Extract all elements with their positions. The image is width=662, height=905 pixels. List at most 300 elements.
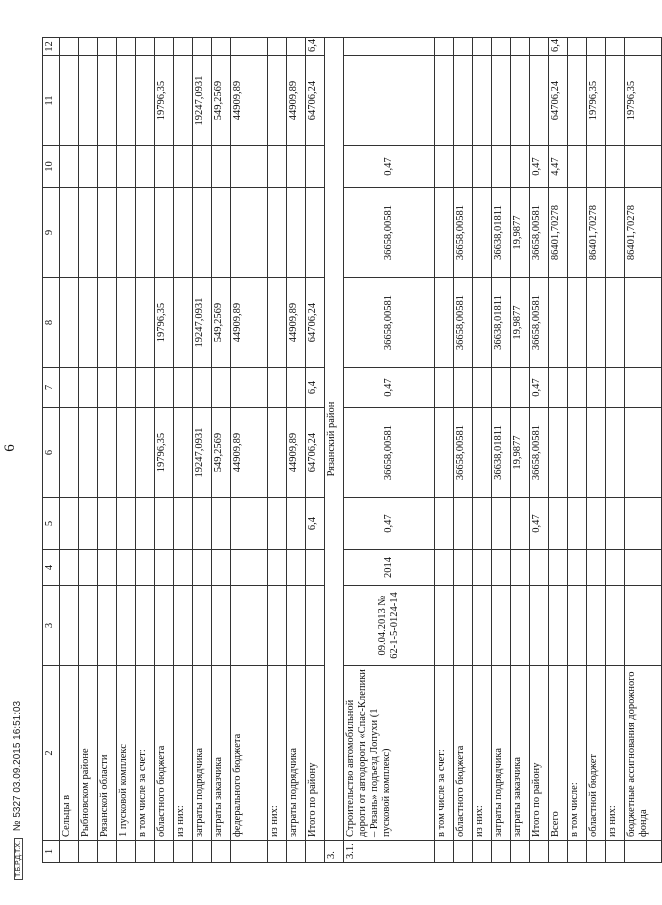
table-cell-col3 xyxy=(79,586,98,666)
table-cell-col5 xyxy=(155,498,174,550)
table-cell-col4 xyxy=(155,550,174,586)
table-cell-col7 xyxy=(435,368,454,408)
table-row xyxy=(155,38,174,863)
table-cell-col1 xyxy=(492,841,511,863)
table-cell-col6 xyxy=(549,408,568,498)
table-cell-col12 xyxy=(568,38,587,56)
table-cell-col7 xyxy=(98,368,117,408)
table-cell-col10 xyxy=(625,146,662,188)
table-cell-col4 xyxy=(306,550,325,586)
table-row xyxy=(435,38,454,863)
table-cell-col6: 44909,89 xyxy=(287,408,306,498)
table-cell-col4 xyxy=(587,550,606,586)
table-cell-col11 xyxy=(268,56,287,146)
table-cell-col12 xyxy=(212,38,231,56)
column-number-cell: 1 xyxy=(43,841,60,863)
table-cell-col11 xyxy=(344,56,435,146)
table-cell-col2: из них: xyxy=(606,666,625,841)
table-cell-col9 xyxy=(287,188,306,278)
table-cell-col10 xyxy=(268,146,287,188)
table-cell-col5 xyxy=(174,498,193,550)
table-cell-col2: 1 пусковой комплекс xyxy=(117,666,136,841)
table-cell-col5 xyxy=(568,498,587,550)
table-row xyxy=(306,38,325,863)
table-cell-col9: 86401,70278 xyxy=(587,188,606,278)
table-cell-col8 xyxy=(79,278,98,368)
table-cell-col1 xyxy=(625,841,662,863)
table-cell-col6 xyxy=(79,408,98,498)
table-cell-col11: 44909,89 xyxy=(231,56,268,146)
table-cell-col2: затраты подрядчика xyxy=(193,666,212,841)
table-cell-col6: 36638,01811 xyxy=(492,408,511,498)
table-cell-col3 xyxy=(212,586,231,666)
table-cell-col12 xyxy=(268,38,287,56)
table-cell-col10 xyxy=(193,146,212,188)
table-cell-col8: 36638,01811 xyxy=(492,278,511,368)
table-cell-col3 xyxy=(435,586,454,666)
table-cell-col9 xyxy=(60,188,79,278)
table-cell-col3 xyxy=(568,586,587,666)
table-cell-col2: из них: xyxy=(174,666,193,841)
column-number-row xyxy=(43,38,60,863)
table-row xyxy=(473,38,492,863)
table-row xyxy=(568,38,587,863)
table-cell-col12 xyxy=(435,38,454,56)
table-cell-col5 xyxy=(193,498,212,550)
table-cell-col1 xyxy=(473,841,492,863)
table-cell-col10 xyxy=(212,146,231,188)
table-cell-col3 xyxy=(606,586,625,666)
table-cell-col4 xyxy=(193,550,212,586)
table-cell-col8 xyxy=(98,278,117,368)
table-cell-col2: Рыбновском районе xyxy=(79,666,98,841)
table-cell-col5 xyxy=(511,498,530,550)
table-cell-col7 xyxy=(511,368,530,408)
table-cell-col3 xyxy=(193,586,212,666)
table-cell-col4 xyxy=(625,550,662,586)
table-row xyxy=(530,38,549,863)
table-cell-col11 xyxy=(136,56,155,146)
table-cell-col2: Рязанской области xyxy=(98,666,117,841)
table-cell-col12: 6,4 xyxy=(549,38,568,56)
column-number-cell: 5 xyxy=(43,498,60,550)
table-cell-col6: 36658,00581 xyxy=(454,408,473,498)
table-cell-col1 xyxy=(435,841,454,863)
table-cell-col1 xyxy=(155,841,174,863)
table-cell-col8: 36658,00581 xyxy=(454,278,473,368)
table-cell-col11 xyxy=(79,56,98,146)
table-cell-col1 xyxy=(136,841,155,863)
table-cell-col9 xyxy=(155,188,174,278)
table-cell-col6 xyxy=(606,408,625,498)
table-cell-col11 xyxy=(511,56,530,146)
table-cell-col1: 3.1. xyxy=(344,841,435,863)
table-cell-col1 xyxy=(117,841,136,863)
table-cell-col11: 64706,24 xyxy=(549,56,568,146)
table-cell-col10 xyxy=(136,146,155,188)
table-cell-col10 xyxy=(435,146,454,188)
table-cell-col5 xyxy=(60,498,79,550)
table-cell-col5 xyxy=(587,498,606,550)
column-number-cell: 2 xyxy=(43,666,60,841)
table-cell-col5 xyxy=(473,498,492,550)
table-cell-col5 xyxy=(287,498,306,550)
table-cell-col10 xyxy=(79,146,98,188)
table-cell-col5: 6,4 xyxy=(306,498,325,550)
table-cell-col4: 2014 xyxy=(344,550,435,586)
table-cell-col11 xyxy=(117,56,136,146)
table-cell-col3 xyxy=(473,586,492,666)
table-cell-col9 xyxy=(174,188,193,278)
table-cell-col5 xyxy=(435,498,454,550)
table-cell-col8 xyxy=(268,278,287,368)
table-cell-col5 xyxy=(454,498,473,550)
table-cell-col2: областного бюджета xyxy=(454,666,473,841)
table-cell-col7 xyxy=(568,368,587,408)
table-cell-col10 xyxy=(306,146,325,188)
table-cell-col1 xyxy=(268,841,287,863)
table-cell-col3 xyxy=(454,586,473,666)
table-cell-col7 xyxy=(212,368,231,408)
table-cell-col8 xyxy=(549,278,568,368)
table-cell-col1 xyxy=(79,841,98,863)
table-cell-col12 xyxy=(193,38,212,56)
table-cell-col12 xyxy=(530,38,549,56)
table-cell-col9 xyxy=(268,188,287,278)
table-cell-col4 xyxy=(492,550,511,586)
table-cell-col8: 36658,00581 xyxy=(344,278,435,368)
table-cell-col9 xyxy=(231,188,268,278)
table-cell-col10 xyxy=(473,146,492,188)
table-cell-col7 xyxy=(587,368,606,408)
table-cell-col7 xyxy=(174,368,193,408)
table-row xyxy=(231,38,268,863)
table-cell-col4 xyxy=(530,550,549,586)
table-cell-col9 xyxy=(79,188,98,278)
table-row xyxy=(60,38,79,863)
table-cell-col3 xyxy=(117,586,136,666)
table-cell-col6 xyxy=(587,408,606,498)
table-cell-col6: 19796,35 xyxy=(155,408,174,498)
table-row xyxy=(117,38,136,863)
table-cell-col3 xyxy=(231,586,268,666)
table-cell-col11: 19247,0931 xyxy=(193,56,212,146)
table-cell-col6 xyxy=(60,408,79,498)
table-cell-col2: Сельцы в xyxy=(60,666,79,841)
table-cell-col2: Итого по району xyxy=(306,666,325,841)
table-cell-col3 xyxy=(549,586,568,666)
table-row xyxy=(606,38,625,863)
table-cell-col1 xyxy=(174,841,193,863)
table-cell-col11: 44909,89 xyxy=(287,56,306,146)
table-cell-col9: 36638,01811 xyxy=(492,188,511,278)
table-cell-col12 xyxy=(287,38,306,56)
table-cell-col11 xyxy=(530,56,549,146)
table-cell-col4 xyxy=(287,550,306,586)
table-row xyxy=(454,38,473,863)
table-cell-col1 xyxy=(511,841,530,863)
table-cell-col2: Строительство автомобильной дороги от автодороги «Спас-Клепики – Рязань» подъезд Лопухи (1 пусковой комплекс) xyxy=(344,666,435,841)
table-cell-col8: 549,2569 xyxy=(212,278,231,368)
table-cell-col12 xyxy=(492,38,511,56)
table-cell-col8: 19247,0931 xyxy=(193,278,212,368)
table-cell-col5 xyxy=(268,498,287,550)
table-cell-col3 xyxy=(98,586,117,666)
table-cell-col7 xyxy=(625,368,662,408)
table-cell-col4 xyxy=(511,550,530,586)
table-cell-col1 xyxy=(60,841,79,863)
page-number: 6 xyxy=(2,444,18,452)
table-row xyxy=(625,38,662,863)
table-cell-col10 xyxy=(492,146,511,188)
table-cell-col6: 36658,00581 xyxy=(530,408,549,498)
table-cell-col12 xyxy=(117,38,136,56)
table-cell-col7 xyxy=(492,368,511,408)
table-cell-col9: 86401,70278 xyxy=(549,188,568,278)
table-cell-col2: в том числе за счет: xyxy=(136,666,155,841)
registration-stamp xyxy=(12,701,23,880)
table-cell-col7: 0,47 xyxy=(530,368,549,408)
table-cell-col2: затраты подрядчика xyxy=(492,666,511,841)
table-row xyxy=(79,38,98,863)
table-cell-col3: 09.04.2013 № 62-1-5-0124-14 xyxy=(344,586,435,666)
table-cell-col2: из них: xyxy=(473,666,492,841)
table-cell-col5 xyxy=(79,498,98,550)
table-cell-col7 xyxy=(606,368,625,408)
stamp-box: Т.Б.Р.Д.Т.Х. xyxy=(14,838,23,880)
table-cell-col8 xyxy=(174,278,193,368)
table-cell-col10 xyxy=(60,146,79,188)
table-cell-col1 xyxy=(587,841,606,863)
table-cell-col9 xyxy=(568,188,587,278)
table-cell-col1 xyxy=(193,841,212,863)
table-cell-col5 xyxy=(492,498,511,550)
table-cell-col11 xyxy=(98,56,117,146)
table-cell-col5 xyxy=(606,498,625,550)
column-number-cell: 10 xyxy=(43,146,60,188)
table-cell-col3 xyxy=(511,586,530,666)
table-cell-col3 xyxy=(306,586,325,666)
table-cell-col12 xyxy=(511,38,530,56)
table-cell-col4 xyxy=(606,550,625,586)
table-cell-col9 xyxy=(98,188,117,278)
table-cell-col3 xyxy=(530,586,549,666)
table-cell-col11 xyxy=(174,56,193,146)
table-cell-col9 xyxy=(212,188,231,278)
table-cell-col11 xyxy=(60,56,79,146)
table-cell-col8 xyxy=(568,278,587,368)
table-cell-col8: 19796,35 xyxy=(155,278,174,368)
table-cell-col2: Итого по району xyxy=(530,666,549,841)
table-cell-col9 xyxy=(473,188,492,278)
table-cell-col6 xyxy=(568,408,587,498)
column-number-cell: 3 xyxy=(43,586,60,666)
table-cell-col10 xyxy=(155,146,174,188)
table-cell-col2: затраты заказчика xyxy=(212,666,231,841)
table-cell-col8 xyxy=(60,278,79,368)
table-cell-col8: 64706,24 xyxy=(306,278,325,368)
table-cell-col9: 36658,00581 xyxy=(454,188,473,278)
table-cell-col6 xyxy=(625,408,662,498)
table-cell-col1 xyxy=(530,841,549,863)
table-cell-col7 xyxy=(60,368,79,408)
table-cell-col12 xyxy=(174,38,193,56)
table-cell-col9 xyxy=(606,188,625,278)
table-cell-col1 xyxy=(549,841,568,863)
table-cell-col7 xyxy=(136,368,155,408)
table-cell-col6: 36658,00581 xyxy=(344,408,435,498)
table-cell-col10 xyxy=(287,146,306,188)
table-cell-col1 xyxy=(231,841,268,863)
table-cell-col10 xyxy=(117,146,136,188)
table-cell-col12: 6,4 xyxy=(306,38,325,56)
table-cell-col11 xyxy=(435,56,454,146)
table-cell-col10: 0,47 xyxy=(344,146,435,188)
table-cell-col9 xyxy=(193,188,212,278)
table-cell-col7: 0,47 xyxy=(344,368,435,408)
table-cell-col1 xyxy=(287,841,306,863)
table-cell-col4 xyxy=(212,550,231,586)
table-cell-col6: 44909,89 xyxy=(231,408,268,498)
table-cell-col7 xyxy=(549,368,568,408)
table-cell-col4 xyxy=(60,550,79,586)
table-cell-col7 xyxy=(193,368,212,408)
table-cell-col2: бюджетные ассигнования дорожного фонда xyxy=(625,666,662,841)
table-cell-col12 xyxy=(60,38,79,56)
table-cell-col9: 19,9877 xyxy=(511,188,530,278)
table-cell-col3 xyxy=(136,586,155,666)
table-cell-col8 xyxy=(625,278,662,368)
table-cell-col11 xyxy=(454,56,473,146)
table-cell-col9 xyxy=(306,188,325,278)
table-cell-col2: в том числе: xyxy=(568,666,587,841)
column-number-cell: 12 xyxy=(43,38,60,56)
table-cell-col1 xyxy=(306,841,325,863)
table-row xyxy=(587,38,606,863)
section-number-cell: 3. xyxy=(325,841,344,863)
table-cell-col6 xyxy=(136,408,155,498)
table-row xyxy=(136,38,155,863)
table-cell-col5 xyxy=(136,498,155,550)
table-cell-col10 xyxy=(98,146,117,188)
district-title: Рязанский район xyxy=(325,38,344,841)
table-cell-col5 xyxy=(625,498,662,550)
table-cell-col7 xyxy=(79,368,98,408)
budget-table xyxy=(42,37,662,863)
table-cell-col12 xyxy=(454,38,473,56)
table-cell-col7 xyxy=(454,368,473,408)
table-cell-col1 xyxy=(606,841,625,863)
table-cell-col8 xyxy=(473,278,492,368)
table-cell-col12 xyxy=(79,38,98,56)
table-cell-col6 xyxy=(473,408,492,498)
table-cell-col9: 36658,00581 xyxy=(344,188,435,278)
table-cell-col11 xyxy=(492,56,511,146)
table-row xyxy=(549,38,568,863)
table-cell-col2: затраты подрядчика xyxy=(287,666,306,841)
table-cell-col12 xyxy=(344,38,435,56)
table-cell-col7 xyxy=(268,368,287,408)
table-cell-col3 xyxy=(492,586,511,666)
table-cell-col9 xyxy=(435,188,454,278)
table-cell-col7: 6,4 xyxy=(306,368,325,408)
table-cell-col3 xyxy=(174,586,193,666)
table-cell-col7 xyxy=(473,368,492,408)
table-cell-col8 xyxy=(606,278,625,368)
table-cell-col12 xyxy=(98,38,117,56)
table-cell-col6 xyxy=(435,408,454,498)
table-cell-col8: 19,9877 xyxy=(511,278,530,368)
table-cell-col11 xyxy=(568,56,587,146)
table-cell-col3 xyxy=(155,586,174,666)
table-cell-col11: 19796,35 xyxy=(587,56,606,146)
table-cell-col9 xyxy=(136,188,155,278)
table-cell-col11 xyxy=(606,56,625,146)
table-cell-col10: 0,47 xyxy=(530,146,549,188)
table-cell-col1 xyxy=(98,841,117,863)
table-cell-col2: областной бюджет xyxy=(587,666,606,841)
table-cell-col5 xyxy=(98,498,117,550)
table-cell-col4 xyxy=(98,550,117,586)
table-cell-col8: 44909,89 xyxy=(231,278,268,368)
table-cell-col12 xyxy=(473,38,492,56)
table-cell-col12 xyxy=(231,38,268,56)
table-cell-col11: 19796,35 xyxy=(625,56,662,146)
table-cell-col12 xyxy=(625,38,662,56)
table-row xyxy=(193,38,212,863)
table-cell-col6 xyxy=(174,408,193,498)
table-cell-col3 xyxy=(587,586,606,666)
column-number-cell: 7 xyxy=(43,368,60,408)
table-cell-col6 xyxy=(117,408,136,498)
stamp-text: № 5327 03.09.2015 16:51:03 xyxy=(12,700,23,832)
table-cell-col6: 19,9877 xyxy=(511,408,530,498)
table-cell-col4 xyxy=(568,550,587,586)
table-cell-col6 xyxy=(268,408,287,498)
table-cell-col11: 64706,24 xyxy=(306,56,325,146)
table-cell-col1 xyxy=(568,841,587,863)
table-cell-col9: 86401,70278 xyxy=(625,188,662,278)
table-cell-col12 xyxy=(587,38,606,56)
table-cell-col6: 549,2569 xyxy=(212,408,231,498)
table-cell-col7 xyxy=(117,368,136,408)
table-cell-col2: областного бюджета xyxy=(155,666,174,841)
table-row xyxy=(325,38,344,863)
table-cell-col3 xyxy=(287,586,306,666)
table-cell-col4 xyxy=(549,550,568,586)
table-cell-col5 xyxy=(117,498,136,550)
table-cell-col10 xyxy=(174,146,193,188)
table-cell-col5: 0,47 xyxy=(530,498,549,550)
table-cell-col2: затраты заказчика xyxy=(511,666,530,841)
table-cell-col1 xyxy=(454,841,473,863)
table-cell-col3 xyxy=(268,586,287,666)
table-row xyxy=(212,38,231,863)
table-cell-col3 xyxy=(625,586,662,666)
table-cell-col12 xyxy=(155,38,174,56)
table-cell-col7 xyxy=(287,368,306,408)
table-cell-col7 xyxy=(231,368,268,408)
table-cell-col8: 36658,00581 xyxy=(530,278,549,368)
column-number-cell: 8 xyxy=(43,278,60,368)
table-cell-col8 xyxy=(117,278,136,368)
table-cell-col10 xyxy=(568,146,587,188)
table-cell-col4 xyxy=(454,550,473,586)
table-cell-col5 xyxy=(212,498,231,550)
table-row xyxy=(344,38,435,863)
table-row xyxy=(174,38,193,863)
column-number-cell: 6 xyxy=(43,408,60,498)
